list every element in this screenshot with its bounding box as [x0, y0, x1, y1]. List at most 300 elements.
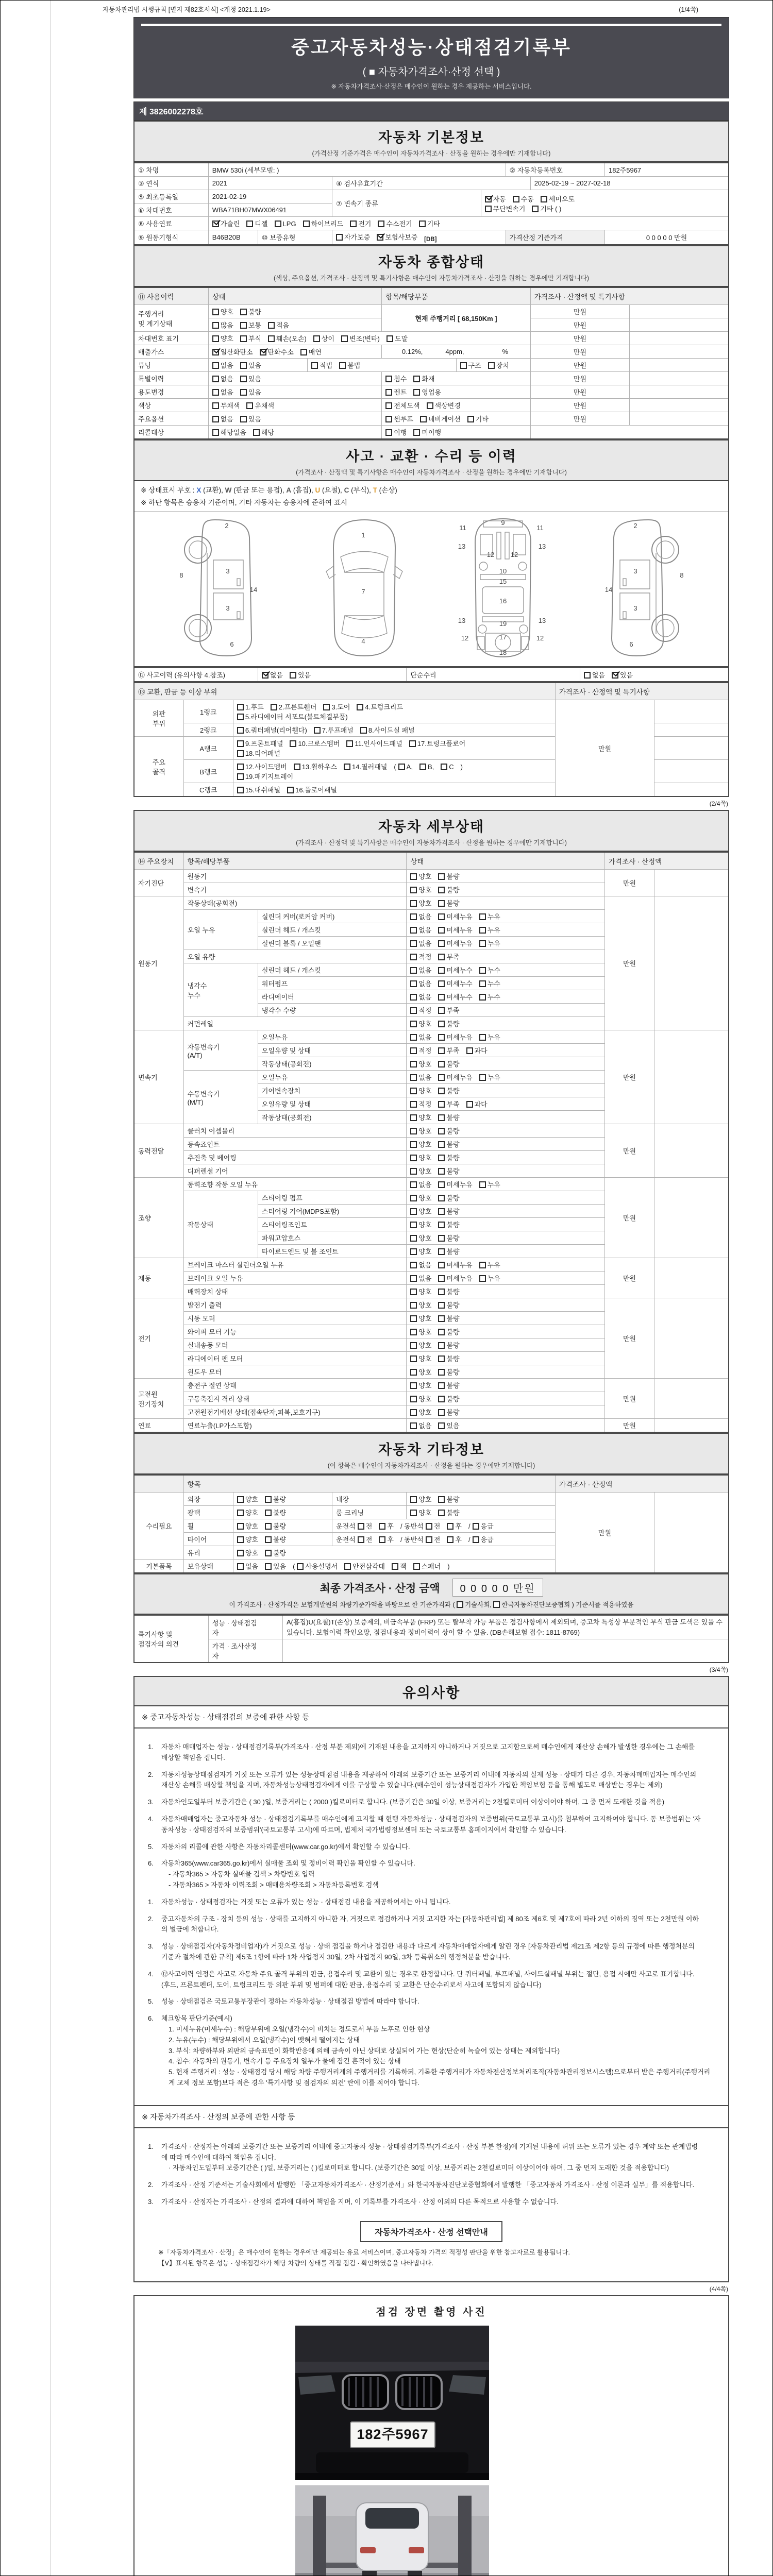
- checkbox-option[interactable]: [410, 992, 431, 1002]
- checkbox-option[interactable]: [438, 1153, 459, 1162]
- checkbox-option[interactable]: [240, 374, 261, 383]
- checkbox[interactable]: [297, 1563, 304, 1570]
- checkbox[interactable]: [479, 1074, 486, 1081]
- checkbox[interactable]: [479, 980, 486, 987]
- checkbox-option[interactable]: [438, 1340, 459, 1350]
- checkbox-option[interactable]: [438, 1507, 459, 1517]
- checkbox[interactable]: [479, 940, 486, 947]
- checkbox[interactable]: [290, 672, 296, 679]
- checkbox-option[interactable]: [410, 978, 431, 988]
- checkbox-option[interactable]: [275, 220, 296, 228]
- checkbox-option[interactable]: [419, 218, 440, 228]
- checkbox[interactable]: [360, 727, 367, 734]
- checkbox[interactable]: [438, 1510, 445, 1516]
- checkbox-option[interactable]: [212, 320, 233, 330]
- checkbox-option[interactable]: [410, 952, 431, 961]
- checkbox-option[interactable]: [410, 1353, 431, 1363]
- checkbox-option[interactable]: [438, 1394, 459, 1403]
- checkbox[interactable]: [410, 980, 417, 987]
- checkbox[interactable]: [300, 349, 307, 355]
- checkbox[interactable]: [410, 1195, 417, 1201]
- checkbox-option[interactable]: [253, 427, 274, 437]
- checkbox[interactable]: [275, 221, 281, 227]
- checkbox[interactable]: [584, 672, 591, 679]
- checkbox[interactable]: [357, 704, 363, 710]
- checkbox-option[interactable]: [426, 1534, 441, 1544]
- checkbox[interactable]: [479, 1275, 486, 1282]
- checkbox-option[interactable]: [377, 232, 417, 242]
- checkbox[interactable]: [438, 980, 445, 987]
- checkbox-option[interactable]: [410, 1072, 431, 1082]
- checkbox[interactable]: [438, 994, 445, 1001]
- checkbox-option[interactable]: [438, 871, 459, 881]
- checkbox-option[interactable]: [438, 1380, 459, 1390]
- checkbox[interactable]: [438, 927, 445, 934]
- checkbox[interactable]: [410, 1248, 417, 1255]
- checkbox[interactable]: [385, 429, 392, 436]
- checkbox-option[interactable]: [300, 347, 322, 357]
- checkbox[interactable]: [413, 389, 420, 396]
- checkbox[interactable]: [438, 1342, 445, 1349]
- checkbox[interactable]: [212, 362, 219, 369]
- checkbox[interactable]: [479, 994, 486, 1001]
- checkbox[interactable]: [237, 1563, 244, 1570]
- checkbox[interactable]: [466, 1101, 473, 1108]
- checkbox-option[interactable]: [297, 1561, 338, 1571]
- checkbox[interactable]: [265, 1523, 272, 1530]
- checkbox[interactable]: [441, 764, 447, 770]
- checkbox[interactable]: [237, 1550, 244, 1556]
- checkbox[interactable]: [438, 1496, 445, 1503]
- checkbox[interactable]: [410, 940, 417, 947]
- checkbox-option[interactable]: [410, 1193, 431, 1202]
- checkbox-option[interactable]: [237, 1561, 258, 1571]
- checkbox[interactable]: [438, 954, 445, 960]
- checkbox-option[interactable]: [413, 427, 441, 437]
- checkbox-option[interactable]: [313, 333, 334, 343]
- checkbox-option[interactable]: [212, 218, 240, 228]
- checkbox[interactable]: [240, 335, 247, 342]
- checkbox-option[interactable]: [410, 1327, 431, 1336]
- checkbox-option[interactable]: [410, 1112, 431, 1122]
- checkbox[interactable]: [240, 376, 247, 382]
- checkbox[interactable]: [438, 900, 445, 907]
- checkbox-option[interactable]: [479, 965, 500, 975]
- checkbox[interactable]: [438, 1088, 445, 1094]
- checkbox-option[interactable]: [385, 414, 413, 423]
- checkbox[interactable]: [268, 335, 275, 342]
- checkbox-option[interactable]: [438, 1273, 472, 1283]
- checkbox-option[interactable]: [438, 1045, 459, 1055]
- checkbox[interactable]: [346, 740, 353, 747]
- checkbox-option[interactable]: [410, 1246, 431, 1256]
- checkbox[interactable]: [212, 221, 219, 227]
- checkbox-option[interactable]: [237, 748, 280, 758]
- checkbox-option[interactable]: [438, 1112, 459, 1122]
- checkbox-option[interactable]: [212, 414, 233, 423]
- checkbox-option[interactable]: [438, 1300, 459, 1310]
- checkbox[interactable]: [265, 1550, 272, 1556]
- checkbox-option[interactable]: [212, 333, 233, 343]
- checkbox[interactable]: [541, 196, 547, 202]
- checkbox-option[interactable]: [438, 1327, 459, 1336]
- checkbox[interactable]: [410, 1235, 417, 1242]
- checkbox-option[interactable]: [287, 785, 337, 794]
- checkbox[interactable]: [410, 1114, 417, 1121]
- checkbox-option[interactable]: [438, 965, 472, 975]
- checkbox-option[interactable]: [420, 414, 461, 423]
- checkbox-option[interactable]: [294, 761, 337, 771]
- checkbox[interactable]: [237, 1523, 244, 1530]
- checkbox[interactable]: [438, 1422, 445, 1429]
- checkbox-option[interactable]: [438, 1233, 459, 1243]
- checkbox-option[interactable]: [438, 1059, 459, 1069]
- checkbox[interactable]: [410, 1409, 417, 1416]
- checkbox-option[interactable]: [212, 387, 233, 397]
- checkbox[interactable]: [287, 787, 294, 793]
- checkbox[interactable]: [271, 704, 277, 710]
- checkbox[interactable]: [438, 1007, 445, 1014]
- checkbox[interactable]: [265, 1510, 272, 1516]
- checkbox[interactable]: [426, 1536, 432, 1543]
- checkbox-option[interactable]: [438, 1313, 459, 1323]
- checkbox[interactable]: [237, 787, 244, 793]
- checkbox[interactable]: [410, 913, 417, 920]
- checkbox[interactable]: [237, 764, 244, 770]
- checkbox[interactable]: [410, 1021, 417, 1027]
- checkbox[interactable]: [240, 416, 247, 422]
- checkbox-option[interactable]: [237, 725, 307, 735]
- checkbox-option[interactable]: [344, 1561, 385, 1571]
- checkbox-option[interactable]: [268, 333, 307, 343]
- checkbox-option[interactable]: [237, 1534, 258, 1544]
- checkbox[interactable]: [419, 764, 426, 770]
- checkbox-option[interactable]: [410, 911, 431, 921]
- checkbox-option[interactable]: [237, 1548, 258, 1557]
- checkbox-option[interactable]: [410, 1233, 431, 1243]
- checkbox[interactable]: [240, 389, 247, 396]
- checkbox[interactable]: [344, 1563, 351, 1570]
- checkbox-option[interactable]: [360, 725, 415, 735]
- checkbox[interactable]: [438, 1329, 445, 1335]
- checkbox-option[interactable]: [410, 1019, 431, 1028]
- checkbox-option[interactable]: [265, 1534, 286, 1544]
- checkbox[interactable]: [410, 1342, 417, 1349]
- checkbox-option[interactable]: [237, 1494, 258, 1504]
- checkbox[interactable]: [260, 349, 266, 355]
- checkbox-option[interactable]: [379, 1534, 394, 1544]
- checkbox[interactable]: [212, 322, 219, 329]
- checkbox-option[interactable]: [410, 938, 431, 948]
- checkbox[interactable]: [410, 1262, 417, 1268]
- checkbox-option[interactable]: [240, 360, 261, 370]
- checkbox[interactable]: [410, 1061, 417, 1067]
- checkbox[interactable]: [378, 221, 384, 227]
- checkbox-option[interactable]: [260, 347, 294, 357]
- checkbox[interactable]: [212, 389, 219, 396]
- checkbox-option[interactable]: [479, 925, 500, 935]
- checkbox[interactable]: [410, 1034, 417, 1041]
- checkbox-option[interactable]: [410, 898, 431, 908]
- checkbox[interactable]: [386, 335, 393, 342]
- checkbox-option[interactable]: [346, 738, 402, 748]
- checkbox[interactable]: [253, 429, 260, 436]
- checkbox-option[interactable]: [438, 992, 472, 1002]
- checkbox-option[interactable]: [237, 1507, 258, 1517]
- checkbox-option[interactable]: [410, 1340, 431, 1350]
- checkbox[interactable]: [467, 416, 474, 422]
- checkbox-option[interactable]: [479, 938, 500, 948]
- checkbox-option[interactable]: [438, 1206, 459, 1216]
- checkbox[interactable]: [237, 1536, 244, 1543]
- checkbox-option[interactable]: [447, 1521, 462, 1531]
- checkbox-option[interactable]: [212, 347, 253, 357]
- checkbox-option[interactable]: [438, 1166, 459, 1176]
- checkbox-option[interactable]: [410, 1273, 431, 1283]
- checkbox[interactable]: [410, 1302, 417, 1309]
- checkbox[interactable]: [341, 335, 348, 342]
- checkbox-option[interactable]: [358, 1521, 373, 1531]
- checkbox[interactable]: [339, 362, 346, 369]
- checkbox[interactable]: [410, 1355, 417, 1362]
- checkbox[interactable]: [532, 206, 539, 212]
- checkbox[interactable]: [410, 927, 417, 934]
- checkbox[interactable]: [240, 362, 247, 369]
- checkbox[interactable]: [438, 1155, 445, 1161]
- checkbox-option[interactable]: [413, 1561, 441, 1571]
- checkbox-option[interactable]: [240, 414, 261, 423]
- checkbox-option[interactable]: [344, 761, 387, 771]
- checkbox-option[interactable]: [485, 194, 506, 204]
- checkbox[interactable]: [379, 1536, 385, 1543]
- checkbox[interactable]: [237, 704, 244, 710]
- checkbox-option[interactable]: [584, 670, 605, 680]
- checkbox-option[interactable]: [410, 1179, 431, 1189]
- checkbox-option[interactable]: [438, 952, 459, 961]
- checkbox-option[interactable]: [385, 427, 407, 437]
- checkbox[interactable]: [410, 1128, 417, 1134]
- checkbox-option[interactable]: [240, 387, 261, 397]
- checkbox[interactable]: [377, 234, 383, 241]
- checkbox[interactable]: [268, 322, 275, 329]
- checkbox[interactable]: [237, 1496, 244, 1503]
- checkbox[interactable]: [240, 322, 247, 329]
- checkbox-option[interactable]: [438, 938, 472, 948]
- checkbox[interactable]: [438, 967, 445, 974]
- checkbox[interactable]: [413, 429, 420, 436]
- checkbox[interactable]: [410, 1329, 417, 1335]
- checkbox[interactable]: [212, 335, 219, 342]
- checkbox-option[interactable]: [438, 1420, 459, 1430]
- checkbox[interactable]: [237, 1510, 244, 1516]
- checkbox[interactable]: [612, 672, 618, 679]
- checkbox-option[interactable]: [438, 1407, 459, 1417]
- checkbox[interactable]: [262, 672, 268, 679]
- checkbox[interactable]: [485, 196, 492, 202]
- checkbox-option[interactable]: [410, 1494, 431, 1504]
- checkbox[interactable]: [410, 1510, 417, 1516]
- checkbox[interactable]: [240, 309, 247, 315]
- checkbox-option[interactable]: [438, 1286, 459, 1296]
- checkbox[interactable]: [410, 1315, 417, 1322]
- checkbox-option[interactable]: [513, 194, 534, 204]
- checkbox-option[interactable]: [473, 1534, 494, 1544]
- checkbox[interactable]: [438, 1128, 445, 1134]
- checkbox[interactable]: [438, 1396, 445, 1402]
- checkbox-option[interactable]: [271, 702, 317, 711]
- checkbox-option[interactable]: [438, 1005, 459, 1015]
- checkbox-option[interactable]: [385, 374, 407, 383]
- checkbox[interactable]: [237, 740, 244, 747]
- checkbox-option[interactable]: [488, 360, 509, 370]
- checkbox-option[interactable]: [438, 1219, 459, 1229]
- checkbox[interactable]: [419, 221, 426, 227]
- checkbox[interactable]: [265, 1536, 272, 1543]
- checkbox-option[interactable]: [479, 911, 500, 921]
- checkbox[interactable]: [466, 1047, 473, 1054]
- checkbox[interactable]: [410, 1369, 417, 1376]
- checkbox-option[interactable]: [485, 204, 526, 213]
- checkbox-option[interactable]: [410, 871, 431, 881]
- checkbox[interactable]: [311, 362, 318, 369]
- checkbox[interactable]: [410, 1181, 417, 1188]
- checkbox[interactable]: [438, 1061, 445, 1067]
- checkbox-option[interactable]: [410, 1206, 431, 1216]
- checkbox[interactable]: [313, 335, 320, 342]
- checkbox[interactable]: [479, 927, 486, 934]
- checkbox-option[interactable]: [240, 333, 261, 343]
- checkbox[interactable]: [426, 1523, 432, 1530]
- checkbox[interactable]: [410, 1422, 417, 1429]
- checkbox-option[interactable]: [265, 1548, 286, 1557]
- checkbox[interactable]: [438, 1248, 445, 1255]
- checkbox[interactable]: [438, 913, 445, 920]
- checkbox-option[interactable]: [479, 1260, 500, 1269]
- checkbox-option[interactable]: [386, 333, 408, 343]
- checkbox[interactable]: [212, 376, 219, 382]
- checkbox-option[interactable]: [467, 414, 489, 423]
- checkbox[interactable]: [410, 1496, 417, 1503]
- checkbox-option[interactable]: [413, 374, 434, 383]
- checkbox-option[interactable]: [409, 738, 465, 748]
- checkbox-option[interactable]: [237, 771, 293, 781]
- checkbox-option[interactable]: [426, 1521, 441, 1531]
- checkbox-option[interactable]: [379, 1521, 394, 1531]
- checkbox[interactable]: [438, 1047, 445, 1054]
- checkbox-option[interactable]: [438, 1126, 459, 1136]
- checkbox[interactable]: [473, 1536, 479, 1543]
- checkbox[interactable]: [314, 727, 321, 734]
- checkbox[interactable]: [344, 764, 350, 770]
- checkbox[interactable]: [410, 994, 417, 1001]
- checkbox[interactable]: [438, 1275, 445, 1282]
- checkbox-option[interactable]: [410, 925, 431, 935]
- checkbox[interactable]: [410, 1208, 417, 1215]
- checkbox-option[interactable]: [212, 374, 233, 383]
- checkbox-option[interactable]: [392, 1561, 407, 1571]
- checkbox[interactable]: [438, 1369, 445, 1376]
- checkbox-option[interactable]: [410, 1260, 431, 1269]
- checkbox[interactable]: [479, 967, 486, 974]
- checkbox-option[interactable]: [466, 1045, 488, 1055]
- checkbox[interactable]: [493, 1601, 500, 1608]
- checkbox[interactable]: [237, 750, 244, 757]
- checkbox-option[interactable]: [265, 1494, 286, 1504]
- checkbox[interactable]: [438, 1168, 445, 1175]
- checkbox[interactable]: [410, 1074, 417, 1081]
- checkbox-option[interactable]: [473, 1521, 494, 1531]
- checkbox[interactable]: [290, 740, 296, 747]
- checkbox-option[interactable]: [479, 1273, 500, 1283]
- checkbox[interactable]: [438, 1101, 445, 1108]
- checkbox[interactable]: [438, 1074, 445, 1081]
- checkbox-option[interactable]: [438, 1139, 459, 1149]
- checkbox[interactable]: [479, 1262, 486, 1268]
- checkbox-option[interactable]: [410, 1420, 431, 1430]
- checkbox-option[interactable]: [240, 320, 261, 330]
- checkbox[interactable]: [438, 1034, 445, 1041]
- checkbox-option[interactable]: [246, 400, 274, 410]
- checkbox[interactable]: [265, 1496, 272, 1503]
- checkbox[interactable]: [350, 221, 357, 227]
- checkbox[interactable]: [212, 402, 219, 409]
- checkbox-option[interactable]: [460, 360, 481, 370]
- checkbox[interactable]: [246, 221, 253, 227]
- checkbox-option[interactable]: [265, 1507, 286, 1517]
- checkbox-option[interactable]: [212, 400, 240, 410]
- checkbox[interactable]: [457, 1601, 463, 1608]
- checkbox-option[interactable]: [410, 885, 431, 894]
- checkbox-option[interactable]: [438, 1353, 459, 1363]
- checkbox[interactable]: [237, 773, 244, 780]
- checkbox-option[interactable]: [441, 763, 453, 771]
- checkbox-option[interactable]: [410, 1032, 431, 1042]
- checkbox[interactable]: [410, 967, 417, 974]
- checkbox[interactable]: [420, 416, 427, 422]
- checkbox[interactable]: [265, 1563, 272, 1570]
- checkbox-option[interactable]: [410, 1380, 431, 1390]
- checkbox-option[interactable]: [410, 1219, 431, 1229]
- checkbox[interactable]: [438, 1021, 445, 1027]
- checkbox-option[interactable]: [532, 204, 561, 213]
- checkbox[interactable]: [336, 234, 343, 241]
- checkbox-option[interactable]: [479, 978, 500, 988]
- checkbox-option[interactable]: [419, 763, 434, 771]
- checkbox-option[interactable]: [410, 1045, 431, 1055]
- checkbox[interactable]: [438, 873, 445, 880]
- checkbox-option[interactable]: [357, 702, 403, 711]
- checkbox[interactable]: [460, 362, 467, 369]
- checkbox[interactable]: [438, 1235, 445, 1242]
- checkbox-option[interactable]: [290, 738, 340, 748]
- checkbox[interactable]: [438, 1409, 445, 1416]
- checkbox-option[interactable]: [612, 670, 633, 680]
- checkbox[interactable]: [438, 1114, 445, 1121]
- checkbox[interactable]: [413, 1563, 420, 1570]
- checkbox[interactable]: [410, 1222, 417, 1228]
- checkbox[interactable]: [212, 309, 219, 315]
- checkbox-option[interactable]: [413, 387, 441, 397]
- checkbox[interactable]: [410, 1007, 417, 1014]
- checkbox-option[interactable]: [438, 1099, 459, 1109]
- checkbox[interactable]: [410, 1155, 417, 1161]
- checkbox-option[interactable]: [438, 1246, 459, 1256]
- checkbox[interactable]: [438, 1382, 445, 1389]
- checkbox[interactable]: [303, 221, 310, 227]
- checkbox[interactable]: [447, 1536, 453, 1543]
- checkbox-option[interactable]: [541, 194, 575, 204]
- checkbox[interactable]: [438, 1141, 445, 1148]
